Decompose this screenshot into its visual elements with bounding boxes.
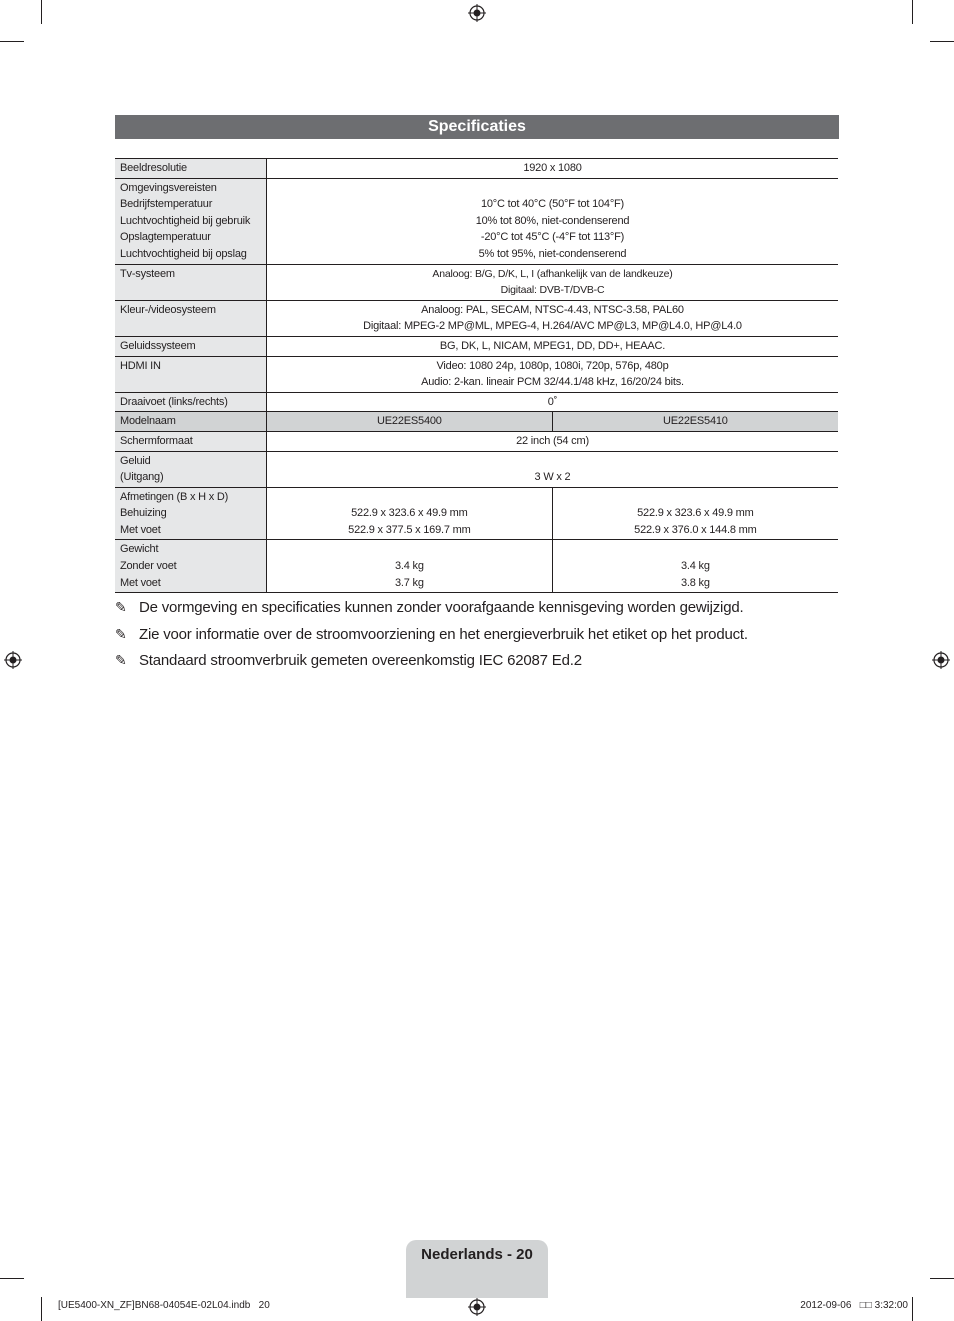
note-text: Standaard stroomverbruik gemeten overeenkomstig IEC 62087 Ed.2	[139, 652, 582, 669]
note-text: De vormgeving en specificaties kunnen zonder voorafgaande kennisgeving worden gewijzigd.	[139, 599, 744, 616]
table-row	[115, 356, 838, 392]
row-label: Draaivoet (links/rechts)	[115, 392, 267, 412]
section-title: Specificaties	[115, 115, 839, 139]
note-item	[115, 599, 855, 626]
table-row	[115, 392, 838, 412]
row-value: Video: 1080 24p, 1080p, 1080i, 720p, 576p, 480p Audio: 2-kan. lineair PCM 32/44.1/48 kHz, 16/20/24 bits.	[267, 356, 839, 392]
model-b: UE22ES5410	[552, 412, 838, 432]
row-label: Modelnaam	[115, 412, 267, 432]
table-row	[115, 336, 838, 356]
footer-date: 2012-09-06 □□ 3:32:00	[800, 1300, 908, 1311]
registration-mark-icon	[4, 651, 22, 669]
dimensions-b: 522.9 x 323.6 x 49.9 mm 522.9 x 376.0 x 144.8 mm	[552, 487, 838, 540]
table-row	[115, 431, 838, 451]
row-value: 10°C tot 40°C (50°F tot 104°F) 10% tot 80%, niet-condenserend -20°C tot 45°C (-4°F tot 113°F) 5% tot 95%, niet-condenserend	[267, 178, 839, 264]
table-row	[115, 451, 838, 487]
row-value: 0˚	[267, 392, 839, 412]
table-row	[115, 159, 838, 179]
row-value: BG, DK, L, NICAM, MPEG1, DD, DD+, HEAAC.	[267, 336, 839, 356]
crop-mark	[930, 1278, 954, 1279]
row-label: Geluidssysteem	[115, 336, 267, 356]
row-label: Gewicht Zonder voet Met voet	[115, 540, 267, 593]
row-value: 22 inch (54 cm)	[267, 431, 839, 451]
weight-b: 3.4 kg 3.8 kg	[552, 540, 838, 593]
pencil-note-icon: ✎	[115, 625, 127, 642]
row-value: Analoog: PAL, SECAM, NTSC-4.43, NTSC-3.58, PAL60 Digitaal: MPEG-2 MP@ML, MPEG-4, H.264/AVC MP@L3, MP@L4.0, HP@L4.0	[267, 300, 839, 336]
crop-mark	[0, 41, 24, 42]
crop-mark	[0, 1278, 24, 1279]
pencil-note-icon: ✎	[115, 599, 127, 615]
row-label: Beeldresolutie	[115, 159, 267, 179]
table-row	[115, 264, 838, 300]
registration-mark-icon	[468, 4, 486, 22]
model-a: UE22ES5400	[267, 412, 553, 432]
note-item	[115, 626, 855, 653]
registration-mark-icon	[932, 651, 950, 669]
row-label: Schermformaat	[115, 431, 267, 451]
table-row-model	[115, 412, 838, 432]
crop-mark	[912, 1297, 913, 1321]
notes-list	[115, 599, 855, 679]
table-row	[115, 487, 838, 540]
row-label: Kleur-/videosysteem	[115, 300, 267, 336]
note-item	[115, 652, 855, 679]
crop-mark	[41, 1297, 42, 1321]
row-label: HDMI IN	[115, 356, 267, 392]
page-number-tab: Nederlands - 20	[406, 1240, 548, 1298]
row-label: Afmetingen (B x H x D) Behuizing Met voet	[115, 487, 267, 540]
specifications-table	[115, 158, 838, 593]
row-label: Geluid (Uitgang)	[115, 451, 267, 487]
crop-mark	[41, 0, 42, 24]
row-label: Tv-systeem	[115, 264, 267, 300]
weight-a: 3.4 kg 3.7 kg	[267, 540, 553, 593]
pencil-note-icon: ✎	[115, 652, 127, 668]
note-text: Zie voor informatie over de stroomvoorziening en het energieverbruik het etiket op het product.	[139, 625, 748, 643]
table-row	[115, 300, 838, 336]
row-value: Analoog: B/G, D/K, L, I (afhankelijk van de landkeuze) Digitaal: DVB-T/DVB-C	[267, 264, 839, 300]
crop-mark	[930, 41, 954, 42]
row-value: 1920 x 1080	[267, 159, 839, 179]
row-value: 3 W x 2	[267, 451, 839, 487]
dimensions-a: 522.9 x 323.6 x 49.9 mm 522.9 x 377.5 x 169.7 mm	[267, 487, 553, 540]
registration-mark-icon	[468, 1298, 486, 1316]
row-label: Omgevingsvereisten Bedrijfstemperatuur Luchtvochtigheid bij gebruik Opslagtemperatuur Luchtvochtigheid bij opslag	[115, 178, 267, 264]
crop-mark	[912, 0, 913, 24]
footer-file: [UE5400-XN_ZF]BN68-04054E-02L04.indb 20	[58, 1300, 270, 1311]
table-row	[115, 178, 838, 264]
table-row	[115, 540, 838, 593]
